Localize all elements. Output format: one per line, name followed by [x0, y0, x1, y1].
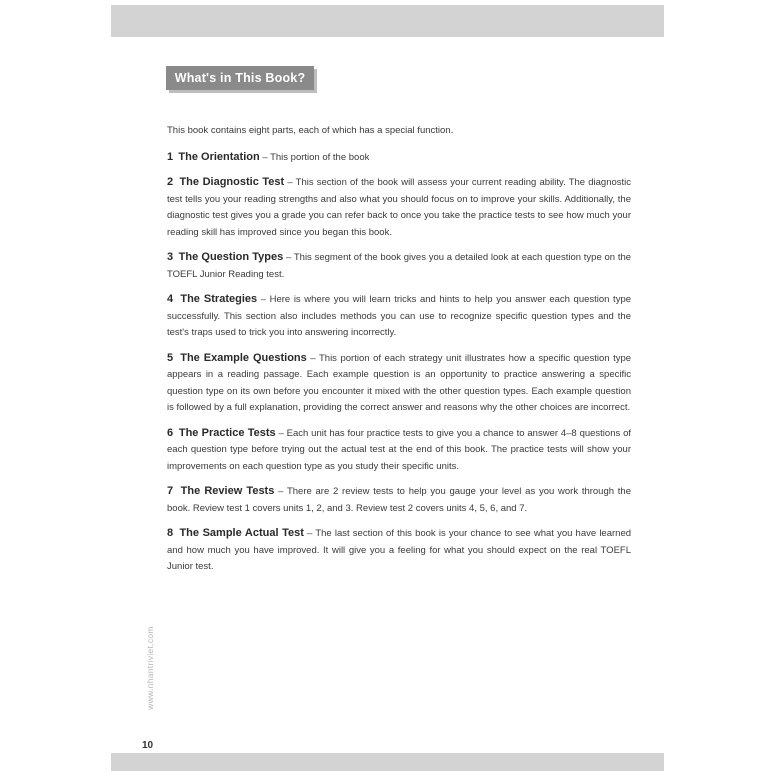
part-title: The Review Tests: [180, 485, 275, 497]
part-title: The Example Questions: [180, 351, 307, 364]
part-title: The Diagnostic Test: [179, 176, 285, 188]
part-description: This portion of the book: [270, 151, 370, 163]
part-separator: –: [274, 486, 287, 497]
header-band: [111, 5, 664, 37]
part-description: Here is where you will learn tricks and hints to help you answer each question type successfully. This section also includes methods you can use to recognize specific question types and the test's traps used to trick you into answering incorrectly.: [167, 294, 632, 338]
part-number: 8: [167, 527, 174, 539]
part-item: [167, 149, 631, 167]
part-separator: –: [257, 294, 270, 305]
part-item: [167, 525, 631, 576]
part-separator: –: [283, 252, 294, 263]
part-title: The Strategies: [180, 293, 258, 305]
part-number: 4: [167, 293, 174, 305]
watermark-url: www.nhantriviet.com: [145, 626, 155, 710]
part-description: Each unit has four practice tests to give you a chance to answer 4–8 questions of each question type before trying out the actual test at the end of this book. The practice tests will show your improvements on each question type as you study their specific units.: [167, 427, 632, 472]
part-separator: –: [306, 352, 319, 364]
part-separator: –: [284, 177, 296, 188]
part-item: [167, 350, 631, 417]
part-title: The Practice Tests: [178, 426, 276, 439]
part-item: [167, 483, 631, 517]
part-number: 1: [167, 150, 174, 163]
part-number: 2: [167, 176, 174, 188]
page-number: 10: [142, 740, 154, 751]
part-number: 5: [167, 351, 174, 364]
section-heading-text: What's in This Book?: [174, 71, 306, 85]
part-title: The Sample Actual Test: [179, 527, 304, 539]
part-item: [167, 174, 631, 241]
intro-paragraph: This book contains eight parts, each of which has a special function.: [167, 125, 454, 136]
part-description: This section of the book will assess your current reading ability. The diagnostic test tells you your reading strengths and also what you should focus on to improve your skills. Additionally, the diagnostic test gives you a grade you can refer back to once you take the practice tests to see how much your reading skill has improved since you began this book.: [167, 177, 632, 238]
part-number: 6: [167, 426, 174, 439]
part-item: [167, 249, 631, 283]
part-description: This portion of each strategy unit illustrates how a specific question type appears in a reading passage. Each example question is an opportunity to practice answering a specific question type on its own before you encounter it mixed with the other question types. Each example question is followed by a full explanation, providing the correct answer and reasons why the other choices are incorrect.: [167, 352, 632, 413]
part-separator: –: [303, 528, 316, 539]
part-item: [167, 291, 631, 342]
part-title: The Question Types: [178, 251, 284, 263]
part-number: 7: [167, 485, 174, 497]
part-title: The Orientation: [178, 150, 260, 163]
part-description: There are 2 review tests to help you gauge your level as you work through the book. Review test 1 covers units 1, 2, and 3. Review test 2 covers units 4, 5, 6, and 7.: [167, 486, 631, 514]
page-content: [167, 123, 631, 584]
part-item: [167, 425, 631, 476]
part-separator: –: [259, 151, 271, 163]
part-number: 3: [167, 251, 174, 263]
footer-band: [111, 753, 664, 771]
part-description: This segment of the book gives you a detailed look at each question type on the TOEFL Junior Reading test.: [167, 252, 632, 280]
section-heading: [166, 66, 314, 90]
part-description: The last section of this book is your chance to see what you have learned and how much you have improved. It will give you a feeling for what you should expect on the real TOEFL Junior test.: [167, 528, 632, 572]
part-separator: –: [275, 427, 287, 439]
